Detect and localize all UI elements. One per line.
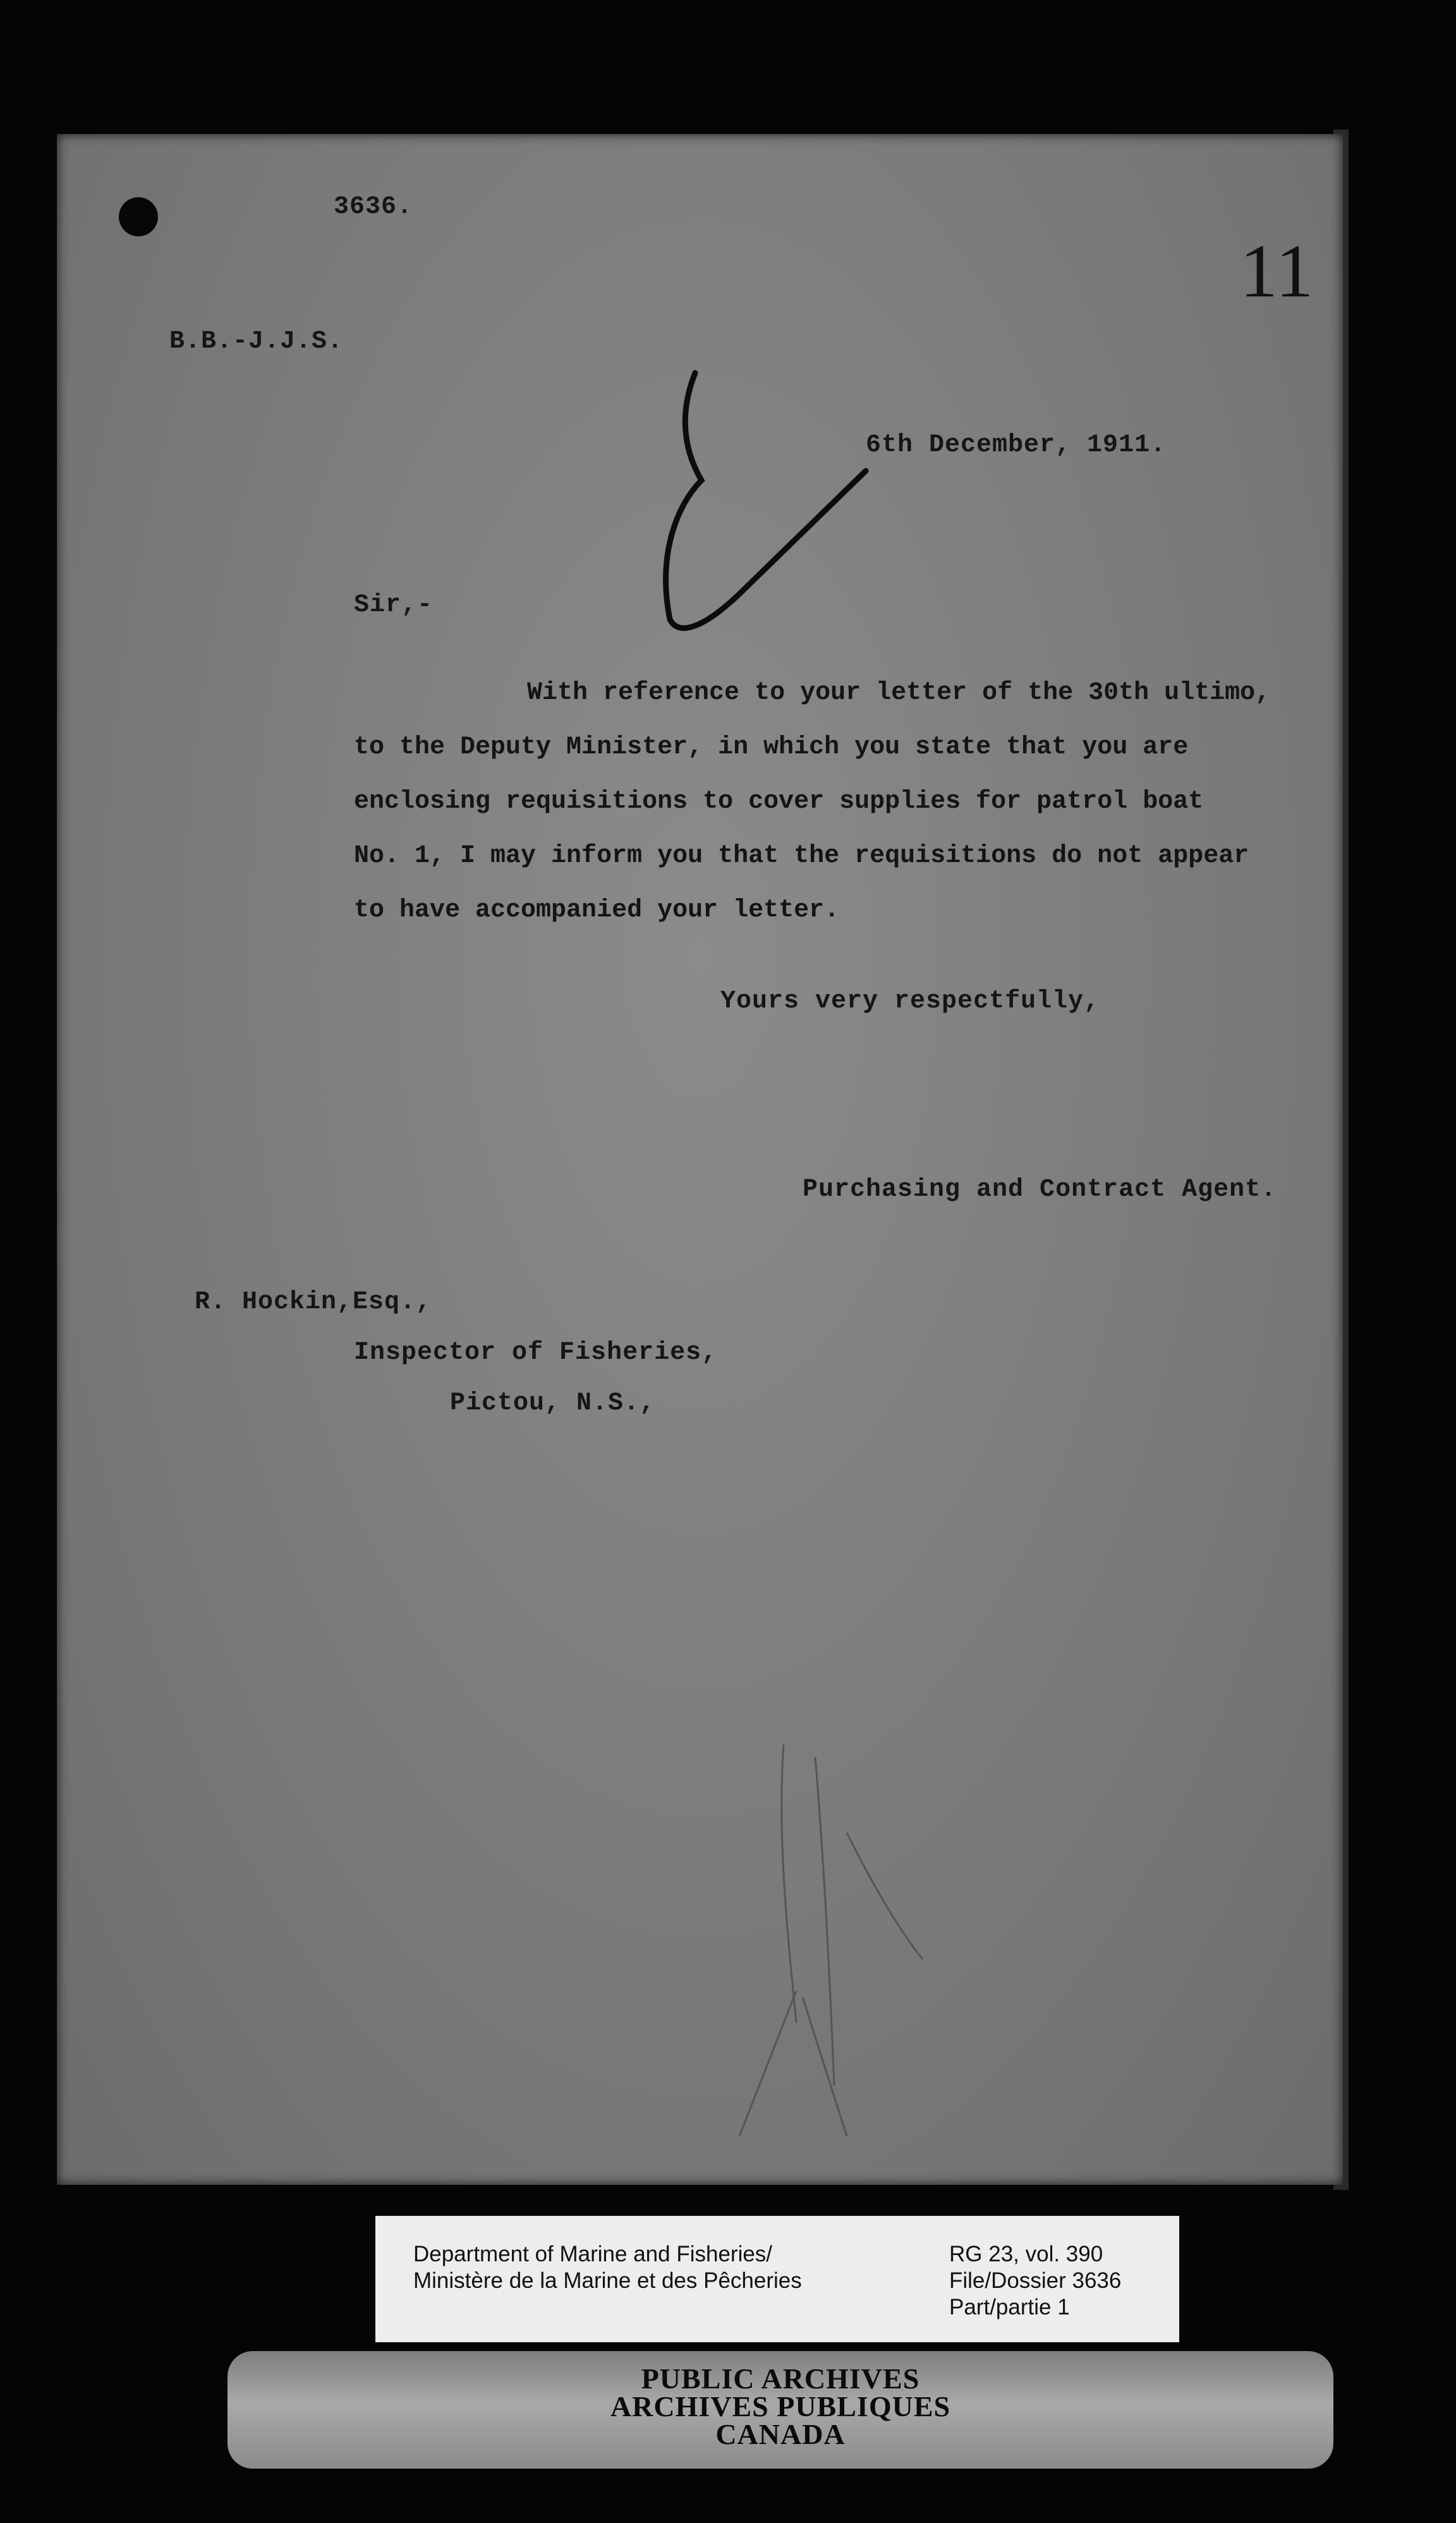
stamp-line-3: CANADA (715, 2418, 846, 2450)
record-group: RG 23, vol. 390 (949, 2242, 1103, 2266)
signature-title: Purchasing and Contract Agent. (803, 1176, 1277, 1204)
closing: Yours very respectfully, (720, 987, 1100, 1016)
department-french: Ministère de la Marine et des Pêcheries (413, 2268, 802, 2293)
body-line: to have accompanied your letter. (354, 896, 840, 925)
handwritten-initial (666, 373, 866, 628)
part-partie: Part/partie 1 (949, 2295, 1070, 2319)
page-number-mark: 11 (1240, 229, 1314, 313)
letter-date: 6th December, 1911. (866, 431, 1167, 459)
file-dossier: File/Dossier 3636 (949, 2268, 1122, 2293)
body-line: With reference to your letter of the 30th ultimo, (527, 679, 1271, 707)
stamp-text (228, 2362, 1333, 2450)
department-block (413, 2241, 802, 2294)
pencil-stroke (739, 1744, 923, 2136)
stamp-line-1: PUBLIC ARCHIVES (641, 2362, 920, 2395)
salutation: Sir,- (354, 591, 434, 619)
reference-initials: B.B.-J.J.S. (169, 327, 344, 356)
body-line: to the Deputy Minister, in which you state that you are (354, 733, 1189, 762)
file-number: 3636. (334, 193, 413, 221)
reference-block (949, 2241, 1121, 2321)
stamp-line-2: ARCHIVES PUBLIQUES (610, 2390, 951, 2423)
recipient-name: R. Hockin,Esq., (195, 1288, 432, 1316)
department-english: Department of Marine and Fisheries/ (413, 2242, 773, 2266)
archive-label-card (375, 2216, 1179, 2342)
body-line: No. 1, I may inform you that the requisitions do not appear (354, 842, 1249, 870)
recipient-title: Inspector of Fisheries, (354, 1339, 718, 1367)
archive-stamp (228, 2351, 1333, 2469)
body-line: enclosing requisitions to cover supplies for patrol boat (354, 787, 1204, 816)
recipient-location: Pictou, N.S., (450, 1389, 656, 1418)
